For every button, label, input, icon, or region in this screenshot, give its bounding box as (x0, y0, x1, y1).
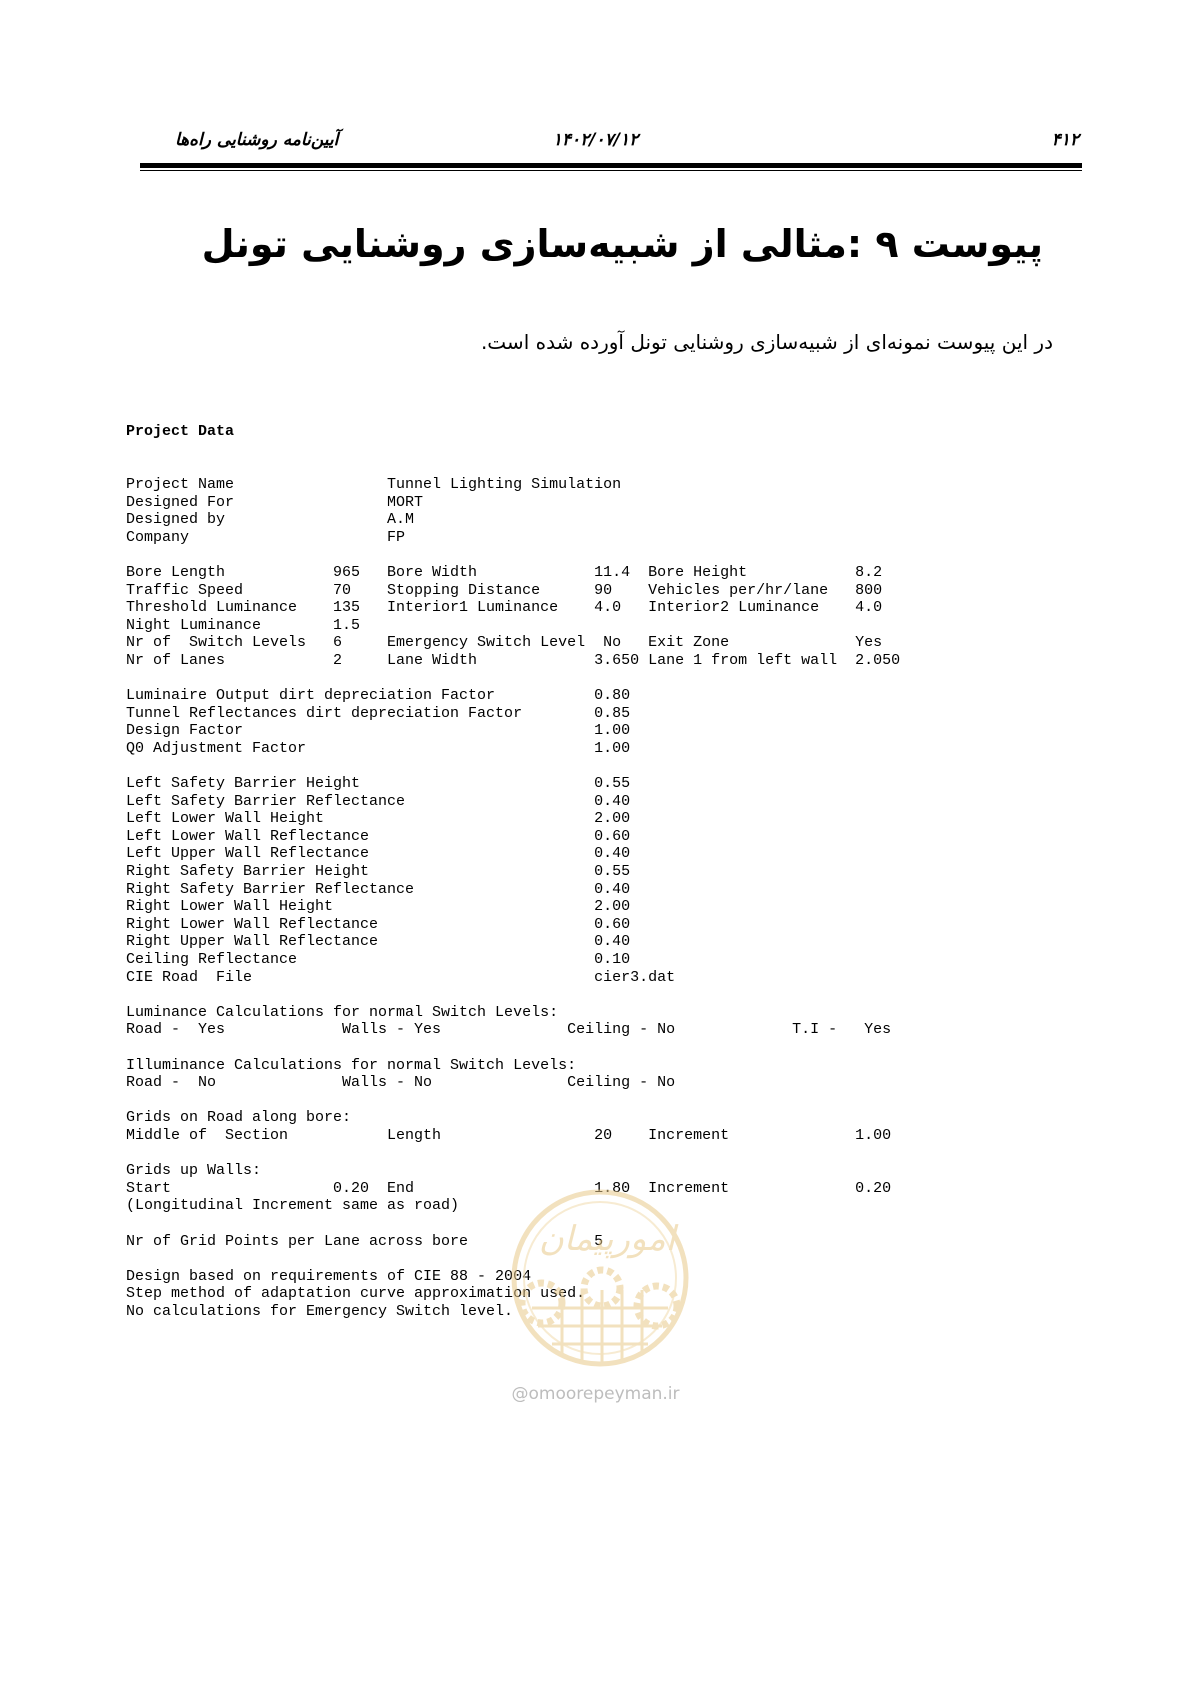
watermark-logo-icon (502, 1188, 698, 1368)
report-line: Traffic Speed 70 Stopping Distance 90 Vehicles per/hr/lane 800 (126, 581, 883, 599)
report-line: Road - Yes Walls - Yes Ceiling - No T.I - Yes (126, 1021, 892, 1039)
report-line: Grids on Road along bore: (126, 1109, 352, 1127)
report-line: Tunnel Reflectances dirt depreciation Factor 0.85 (126, 704, 631, 722)
report-line: Left Safety Barrier Reflectance 0.40 (126, 792, 631, 810)
report-line: Q0 Adjustment Factor 1.00 (126, 739, 631, 757)
report-blank-line (126, 1039, 900, 1057)
report-line: Left Safety Barrier Height 0.55 (126, 775, 631, 793)
report-line: Luminance Calculations for normal Switch Levels: (126, 1003, 559, 1021)
header-page-number: ۴۱۲ (1051, 130, 1079, 150)
report-line: Middle of Section Length 20 Increment 1.00 (126, 1126, 892, 1144)
report-blank-line (126, 1145, 900, 1163)
report-line: Nr of Switch Levels 6 Emergency Switch Level No Exit Zone Yes (126, 634, 883, 652)
watermark-logo-text: امورپیمان (538, 1219, 676, 1259)
page-title: پیوست ۹ :مثالی از شبیه‌سازی روشنایی تونل (201, 222, 1043, 266)
report-line: Right Safety Barrier Height 0.55 (126, 863, 631, 881)
report-line: Right Upper Wall Reflectance 0.40 (126, 933, 631, 951)
report-line: Step method of adaptation curve approximation used. (126, 1285, 586, 1303)
report-line: Designed by A.M (126, 511, 415, 529)
report-line: No calculations for Emergency Switch level. (126, 1302, 514, 1320)
report-line: Threshold Luminance 135 Interior1 Luminance 4.0 Interior2 Luminance 4.0 (126, 599, 883, 617)
header-rule-thin (140, 170, 1082, 171)
intro-paragraph: در این پیوست نمونه‌ای از شبیه‌سازی روشنایی تونل آورده شده است. (480, 330, 1053, 354)
report-line: Design based on requirements of CIE 88 - 2004 (126, 1267, 532, 1285)
report-line: Illuminance Calculations for normal Switch Levels: (126, 1056, 577, 1074)
report-line: Nr of Grid Points per Lane across bore 5 (126, 1232, 604, 1250)
report-line: Road - No Walls - No Ceiling - No (126, 1074, 676, 1092)
report-blank-line (126, 986, 900, 1004)
report-line: Right Lower Wall Reflectance 0.60 (126, 915, 631, 933)
report-line: Design Factor 1.00 (126, 722, 631, 740)
report-line: Left Lower Wall Height 2.00 (126, 810, 631, 828)
section-title: Project Data (126, 423, 235, 440)
header-rule-thick (140, 163, 1082, 168)
report-line: Night Luminance 1.5 (126, 616, 361, 634)
report-line: Left Upper Wall Reflectance 0.40 (126, 845, 631, 863)
report-line: Bore Length 965 Bore Width 11.4 Bore Height 8.2 (126, 563, 883, 581)
report-line: Designed For MORT (126, 493, 424, 511)
report-line: Right Lower Wall Height 2.00 (126, 898, 631, 916)
report-line: Grids up Walls: (126, 1162, 262, 1180)
header-date: ۱۴۰۲/۰۷/۱۲ (552, 130, 639, 150)
report-line: CIE Road File cier3.dat (126, 968, 676, 986)
report-line: Left Lower Wall Reflectance 0.60 (126, 827, 631, 845)
report-line: Nr of Lanes 2 Lane Width 3.650 Lane 1 from left wall 2.050 (126, 651, 901, 669)
report-line: Start 0.20 End 1.80 Increment 0.20 (126, 1179, 892, 1197)
report-blank-line (126, 670, 900, 688)
report-line: (Longitudinal Increment same as road) (126, 1197, 460, 1215)
report-blank-line (126, 1092, 900, 1110)
report-line: Company FP (126, 528, 406, 546)
report-line: Ceiling Reflectance 0.10 (126, 951, 631, 969)
watermark-url: @omoorepeyman.ir (511, 1384, 680, 1404)
report-blank-line (126, 546, 900, 564)
report-blank-line (126, 758, 900, 776)
header-book-title: آیین‌نامه روشنایی راه‌ها (175, 130, 339, 150)
report-line: Project Name Tunnel Lighting Simulation (126, 476, 622, 493)
report-line: Right Safety Barrier Reflectance 0.40 (126, 880, 631, 898)
report-line: Luminaire Output dirt depreciation Factor 0.80 (126, 687, 631, 705)
